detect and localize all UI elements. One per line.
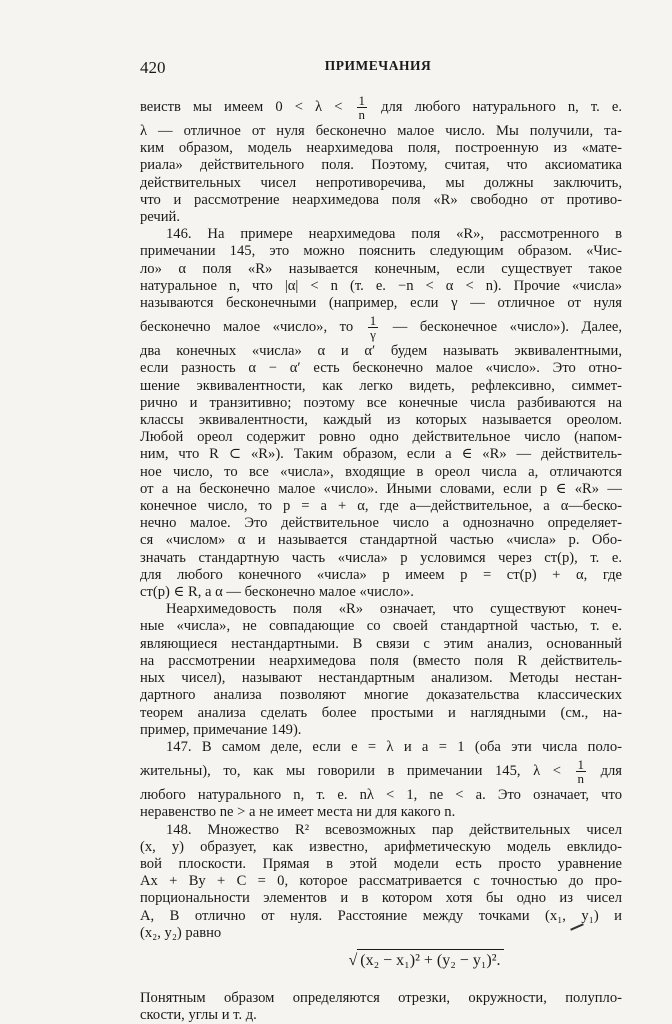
text-line: теорем анализа сделать более простыми и наглядными (см., на- xyxy=(140,704,622,721)
page-body xyxy=(140,92,622,1024)
text-line: риала» действительного поля. Поэтому, считая, что аксиоматика xyxy=(140,157,622,174)
text-line: значать стандартную часть «числа» p условимся через ст(p), т. е. xyxy=(140,549,622,566)
text-line: для любого конечного «числа» p имеем p = ст(p) + α, где xyxy=(140,566,622,583)
running-title: ПРИМЕЧАНИЯ xyxy=(324,58,432,73)
text-line: дартного анализа позволяют многие доказательства классических xyxy=(140,687,622,704)
text-line: речий. xyxy=(140,209,181,226)
fraction: $\frac{1}{n}$ xyxy=(358,93,365,123)
text-line: ные «числа», не совпадающие со своей стандартной частью, т. е. xyxy=(140,618,622,635)
page-number: 420 xyxy=(140,58,166,77)
text-line: A, B отлично от нуля. Расстояние между точками (x₁, y₁) и xyxy=(140,907,622,924)
text-line: натуральное n, что |α| < n (т. е. −n < α < n). Прочие «числа» xyxy=(140,277,622,294)
text-line: являющиеся нестандартными. В связи с этим анализ, основанный xyxy=(140,635,622,652)
text-line: шение эквивалентности, как легко видеть, рефлексивно, симмет- xyxy=(140,377,622,394)
text-line: скости, углы и т. д. xyxy=(140,1007,257,1024)
sqrt-radicand: (x₂ − x₁)² + (y₂ − y₁)². xyxy=(357,949,503,972)
text-line: ло» α поля «R» называется конечным, если существует такое xyxy=(140,260,622,277)
text-line: 147. В самом деле, если e = λ и a = 1 (оба эти числа поло- xyxy=(166,738,622,755)
text-line: бесконечно малое «число», то $\frac{1}{\gamma}$ — бесконечное «число»). Далее, xyxy=(140,313,622,343)
text-line: классы эквивалентности, каждый из которых называется ореолом. xyxy=(140,412,622,429)
page-header xyxy=(140,58,576,80)
text-line: называются бесконечными (например, если γ — отличное от нуля xyxy=(140,295,622,312)
text-line: ся «числом» α и называется стандартной частью «числа» p. Обо- xyxy=(140,532,622,549)
text-line: вой плоскости. Прямая в этой модели есть просто уравнение xyxy=(140,855,622,872)
text-line: действительных чисел непротиворечива, мы должны заключить, xyxy=(140,174,622,191)
text-line: 146. На примере неархимедова поля «R», рассмотренного в xyxy=(166,226,622,243)
text-line: конечное число, то p = a + α, где a—действительное, а α—беско- xyxy=(140,498,622,515)
text-line: если разность α − α′ есть бесконечно малое «число». Это отно- xyxy=(140,360,622,377)
text-line: порциональности элементов и в котором хотя бы одно из чисел xyxy=(140,890,622,907)
text-line: ним, что R ⊂ «R»). Таким образом, если a ∈ «R» — действитель- xyxy=(140,446,622,463)
text-line: веиств мы имеем 0 < λ < $\frac{1}{n}$ для любого натурального n, т. е. xyxy=(140,93,622,123)
text-line: что и рассмотрение неархимедова поля «R» свободно от противо- xyxy=(140,191,622,208)
distance-formula xyxy=(140,942,622,980)
text-line: любого натурального n, т. е. nλ < 1, ne < a. Это означает, что xyxy=(140,787,622,804)
text-line: пример, примечание 149). xyxy=(140,721,302,738)
text-line: 148. Множество R² всевозможных пар действительных чисел xyxy=(166,821,622,838)
text-line: неравенство ne > a не имеет места ни для какого n. xyxy=(140,804,456,821)
text-line: ное число, то все «числа», входящие в ореол числа a, отличаются xyxy=(140,463,622,480)
text-line: нечно малое. Это действительное число a однозначно определяет- xyxy=(140,515,622,532)
text-line: примечании 145, это можно пояснить следующим образом. «Чис- xyxy=(140,243,622,260)
text-line: λ — отличное от нуля бесконечно малое число. Мы получили, та- xyxy=(140,123,622,139)
text-line: ст(p) ∈ R, а α — бесконечно малое «число». xyxy=(140,584,414,601)
text-line: рично и транзитивно; поэтому все конечные числа разбиваются на xyxy=(140,394,622,411)
text-line: (x, y) образует, как известно, арифметическую модель евклидо- xyxy=(140,838,622,855)
text-line: жительны), то, как мы говорили в примечании 145, λ < $\frac{1}{n}$ для xyxy=(140,757,622,787)
sqrt-sign: √ xyxy=(348,951,358,969)
text-line: (x₂, y₂) равно xyxy=(140,924,222,941)
fraction: $\frac{1}{\gamma}$ xyxy=(369,313,377,343)
text-line: Любой ореол содержит ровно одно действительное число (напом- xyxy=(140,429,622,446)
text-line: Ax + By + C = 0, которое рассматривается с точностью до про- xyxy=(140,873,622,890)
text-line: два конечных «числа» α и α′ будем называть эквивалентными, xyxy=(140,343,622,360)
text-line: ных чисел), называют нестандартным анализом. Методы нестан- xyxy=(140,670,622,687)
fraction: $\frac{1}{n}$ xyxy=(577,757,585,787)
text-line: от a на бесконечно малое «число». Иными словами, если p ∈ «R» — xyxy=(140,480,622,497)
text-line: на рассмотрении неархимедова поля (вместо поля R действитель- xyxy=(140,652,622,669)
text-line: Неархимедовость поля «R» означает, что существуют конеч- xyxy=(166,601,622,618)
text-line: ким образом, модель неархимедова поля, построенную из «мате- xyxy=(140,140,622,157)
text-line: Понятным образом определяются отрезки, окружности, полупло- xyxy=(140,989,622,1006)
